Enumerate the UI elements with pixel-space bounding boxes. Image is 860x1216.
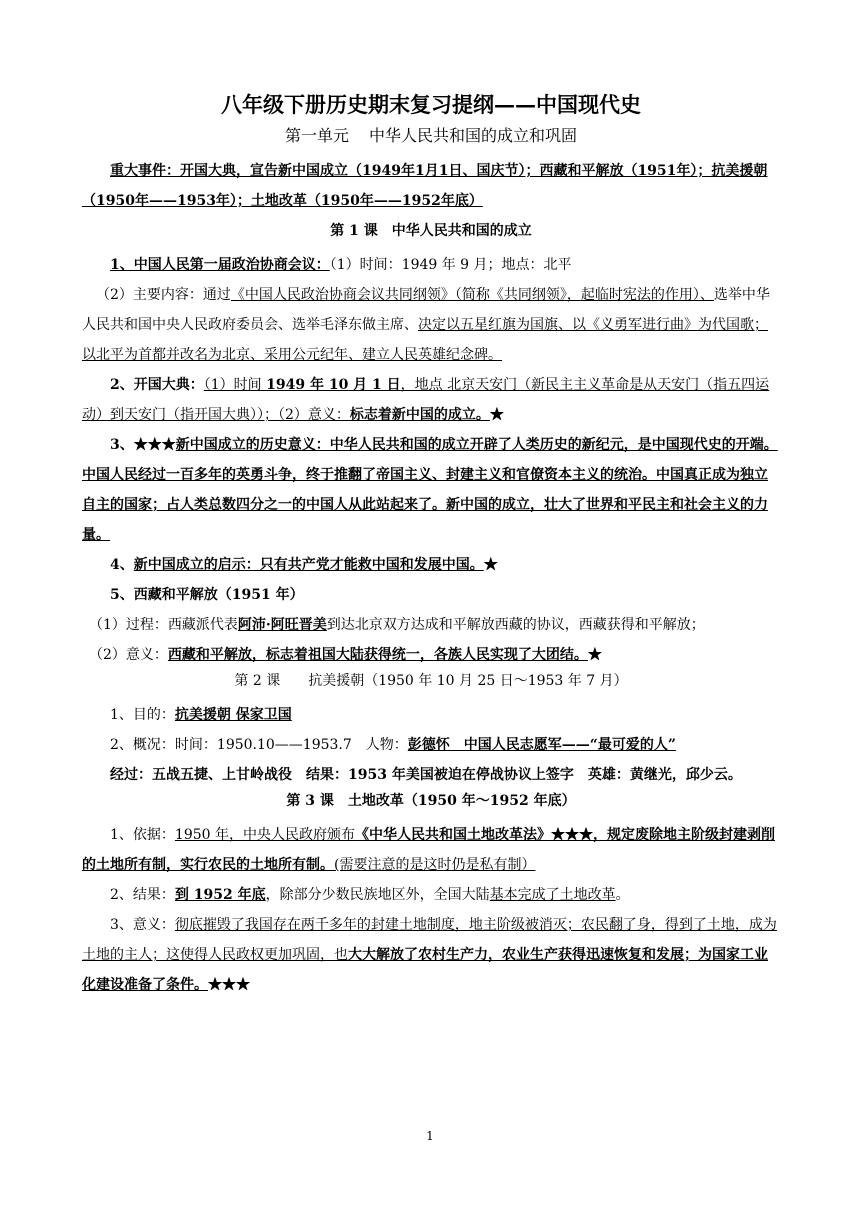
- star-icon: ★★★: [208, 977, 250, 993]
- item-heading: 2、概况：时间：1950.10——1953.7 人物：: [110, 737, 408, 753]
- people-text: 彭德怀 中国人民志愿军——“最可爱的人”: [407, 737, 676, 753]
- lesson-1-title: 第 1 课 中华人民共和国的成立: [330, 223, 532, 239]
- purpose-text: 抗美援朝 保家卫国: [174, 707, 292, 723]
- result-text: 基本完成了土地改革: [489, 887, 616, 903]
- star-icon: 3、★★★: [110, 437, 176, 453]
- item-heading: 4、: [110, 557, 134, 573]
- item-text: （1）时间：1949 年 9 月；地点：北平: [329, 257, 572, 273]
- lesson-2-title: 第 2 课 抗美援朝（1950 年 10 月 25 日～1953 年 7 月）: [234, 673, 628, 689]
- lesson2-item3: 经过：五战五捷、上甘岭战役 结果：1953 年美国被迫在停战协议上签字 英雄：黄继光，邱少云。: [110, 767, 742, 783]
- completion-date: 到 1952 年底: [174, 887, 266, 903]
- item-text: 选举中华人民共和国中央人民政府委员会、选举毛泽东做主席、: [82, 287, 770, 333]
- item-heading: 2、开国大典：: [110, 377, 204, 393]
- item-heading: 1、目的：: [110, 707, 175, 723]
- lesson1-item5-process: [82, 610, 780, 640]
- significance-text: 标志着新中国的成立。: [349, 407, 490, 423]
- lesson-3-title: 第 3 课 土地改革（1950 年～1952 年底）: [286, 793, 576, 809]
- lesson1-item5-meaning: [82, 640, 780, 670]
- lesson1-item1-content: [82, 280, 780, 370]
- lesson1-item2: [82, 370, 780, 430]
- lesson3-item1: [82, 820, 780, 880]
- lesson2-item2: [82, 730, 780, 760]
- significance-text: 大大解放了农村生产力，农业生产获得迅速恢复和发展；为国家工业化建设准备了条件。: [82, 947, 768, 993]
- note-text: (需要注意的是这时仍是私有制）: [334, 857, 536, 873]
- common-program-text: 《中国人民政治协商会议共同纲领》（简称《共同纲领》，起临时宪法的作用）、: [230, 287, 714, 303]
- lesson1-item3: [82, 430, 780, 550]
- item-text: （2）主要内容：通过: [96, 287, 231, 303]
- item-text: ，除部分少数民族地区外，全国大陆: [265, 887, 490, 903]
- item-text: 到达北京双方达成和平解放西藏的协议，西藏获得和平解放；: [326, 617, 705, 633]
- historical-significance-text: 新中国成立的历史意义：中华人民共和国的成立开辟了人类历史的新纪元，是中国现代史的开端。中国人民经过一百多年的英勇斗争，终于推翻了帝国主义、封建主义和官僚资本主义的统治。中国真正成为独立自主的国家；占人类总数四分之一的中国人从此站起来了。新中国的成立，壮大了世界和平民主和社会主义的力量。: [82, 437, 778, 543]
- item-heading: 1、依据：: [110, 827, 175, 843]
- lesson1-item5: 5、西藏和平解放（1951 年）: [110, 587, 304, 603]
- tibet-significance-text: 西藏和平解放，标志着祖国大陆获得统一，各族人民实现了大团结。: [167, 647, 588, 663]
- major-events: 重大事件：开国大典，宣告新中国成立（1949年1月1日、国庆节）；西藏和平解放（1951年）；抗美援朝（1950年——1953年）；土地改革（1950年——1952年底）: [82, 163, 768, 209]
- star-icon: ★: [587, 647, 602, 663]
- lesson3-item2: [82, 880, 780, 910]
- page-number: 1: [426, 1129, 434, 1143]
- unit-heading: [82, 124, 780, 156]
- document-title: 八年级下册历史期末复习提纲——中国现代史: [221, 92, 641, 117]
- lesson1-item1: [82, 250, 780, 280]
- item-text: （1）过程：西藏派代表: [89, 617, 238, 633]
- representative-name: 阿沛·阿旺晋美: [237, 617, 327, 633]
- item-heading: 1、中国人民第一届政治协商会议：: [110, 257, 330, 273]
- item-text: （1）时间: [203, 377, 267, 393]
- land-reform-law-text: 《中华人民共和国土地改革法》★★★，规定废除地主阶级封建剥削的土地所有制，实行农民的土地所有制。: [82, 827, 776, 873]
- star-icon: ★: [483, 557, 498, 573]
- item-text: 。: [615, 887, 630, 903]
- founding-date: 1949 年 10 月 1 日: [266, 377, 401, 393]
- lesson2-item1: [82, 700, 780, 730]
- item-text: （2）意义：: [89, 647, 168, 663]
- star-icon: ★: [489, 407, 504, 423]
- item-text: ，地点 北京天安门（新民主主义革命是从天安门（指五四运动）到天安门（指开国大典））；（2）意义：: [82, 377, 770, 423]
- document-page: [82, 90, 780, 1000]
- lesson1-item4: [82, 550, 780, 580]
- enlightenment-text: 新中国成立的启示：只有共产党才能救中国和发展中国。: [133, 557, 484, 573]
- item-text: 1950 年，中央人民政府颁布: [174, 827, 356, 843]
- national-symbols-text: 决定以五星红旗为国旗、以《义勇军进行曲》为代国歌；以北平为首都并改名为北京、采用公元纪年、建立人民英雄纪念碑。: [82, 317, 768, 363]
- lesson3-item3: [82, 910, 780, 1000]
- item-text: 彻底摧毁了我国存在两千多年的封建土地制度，地主阶级被消灭；农民翻了身，得到了土地，成为土地的主人；这使得人民政权更加巩固，也: [82, 917, 777, 963]
- unit-name: 中华人民共和国的成立和巩固: [369, 126, 578, 145]
- item-heading: 3、意义：: [110, 917, 175, 933]
- unit-label: 第一单元: [284, 126, 349, 145]
- item-heading: 2、结果：: [110, 887, 175, 903]
